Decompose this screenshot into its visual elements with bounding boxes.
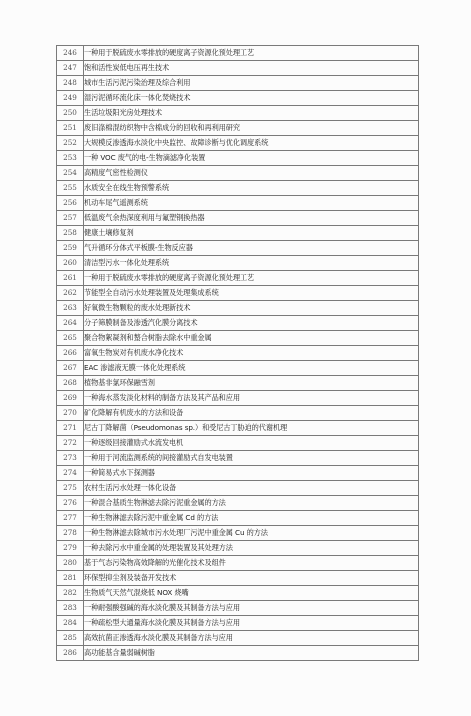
row-title: 大规模反渗透海水淡化中央监控、故障诊断与优化调度系统 [84,136,419,151]
table-row [57,556,419,571]
table-body [57,46,419,661]
row-title: 一种逐级回接灌励式水流发电机 [84,436,419,451]
table-row [57,601,419,616]
table-row [57,196,419,211]
row-number: 275 [57,481,84,496]
row-title: 聚合物絮凝剂和螯合树脂去除水中重金属 [84,331,419,346]
row-title: 矿化降解有机废水的方法和设备 [84,406,419,421]
table-row [57,571,419,586]
row-number: 280 [57,556,84,571]
row-title: 一种简易式水下探测器 [84,466,419,481]
row-number: 247 [57,61,84,76]
row-number: 278 [57,526,84,541]
row-title: 一种用于脱硫废水零排放的硬度离子资源化预处理工艺 [84,46,419,61]
table-row [57,631,419,646]
table-row [57,286,419,301]
row-title: 好氧微生物颗粒的废水处理新技术 [84,301,419,316]
row-number: 261 [57,271,84,286]
row-number: 264 [57,316,84,331]
row-number: 277 [57,511,84,526]
table-row [57,271,419,286]
row-title: 分子筛膜制备及渗透汽化膜分离技术 [84,316,419,331]
row-number: 263 [57,301,84,316]
row-number: 276 [57,496,84,511]
row-number: 266 [57,346,84,361]
table-row [57,346,419,361]
table-row [57,466,419,481]
row-number: 254 [57,166,84,181]
row-title: 农村生活污水处理一体化设备 [84,481,419,496]
row-number: 268 [57,376,84,391]
row-title: 高效抗菌正渗透海水淡化膜及其制备方法与应用 [84,631,419,646]
row-title: 低温废气余热深度利用与氟塑钢换热器 [84,211,419,226]
row-title: 一种混合基质生物淋滤去除污泥重金属的方法 [84,496,419,511]
row-number: 271 [57,421,84,436]
table-row [57,376,419,391]
table-row [57,181,419,196]
row-number: 283 [57,601,84,616]
row-number: 270 [57,406,84,421]
table-row [57,616,419,631]
row-number: 260 [57,256,84,271]
row-number: 265 [57,331,84,346]
row-title: 清洁型污水一体化处理系统 [84,256,419,271]
table-row [57,121,419,136]
row-number: 246 [57,46,84,61]
table-row [57,391,419,406]
row-title: 饱和活性炭低电压再生技术 [84,61,419,76]
row-number: 281 [57,571,84,586]
row-title: 机动车尾气遥测系统 [84,196,419,211]
table-row [57,331,419,346]
row-title: 一种用于河流监测系统的间接灌励式自发电装置 [84,451,419,466]
row-number: 249 [57,91,84,106]
row-title: 尼古丁降解菌（Pseudomonas sp.）和受尼古丁胁迫的代谢机理 [84,421,419,436]
row-title: 高精度气密性检测仪 [84,166,419,181]
row-number: 269 [57,391,84,406]
row-title: 健康土壤修复剂 [84,226,419,241]
row-number: 284 [57,616,84,631]
table-row [57,106,419,121]
row-number: 273 [57,451,84,466]
row-number: 286 [57,646,84,661]
row-number: 259 [57,241,84,256]
row-title: 一种去除污水中重金属的处理装置及其处理方法 [84,541,419,556]
row-number: 267 [57,361,84,376]
table-row [57,361,419,376]
table-row [57,256,419,271]
row-title: 植物基非氯环保融雪剂 [84,376,419,391]
row-title: 一种用于脱硫废水零排放的硬度离子资源化预处理工艺 [84,271,419,286]
row-title: 一种海水蒸发淡化材料的制备方法及其产品和应用 [84,391,419,406]
row-number: 279 [57,541,84,556]
table-row [57,511,419,526]
row-title: 一种 VOC 废气的电-生物滴滤净化装置 [84,151,419,166]
table-row [57,496,419,511]
table-row [57,316,419,331]
table-row [57,61,419,76]
row-title: 水质安全在线生物预警系统 [84,181,419,196]
table-row [57,451,419,466]
row-number: 262 [57,286,84,301]
row-title: 环保型抑尘剂及装备开发技术 [84,571,419,586]
table-row [57,421,419,436]
table-row [57,586,419,601]
table-row [57,226,419,241]
table-row [57,646,419,661]
table-row [57,151,419,166]
table-row [57,76,419,91]
row-title: 湿污泥循环流化床一体化焚烧技术 [84,91,419,106]
technology-list-table [56,45,419,661]
row-title: 基于气态污染物高效降解的光催化技术及组件 [84,556,419,571]
row-number: 282 [57,586,84,601]
table-row [57,211,419,226]
row-title: 生物质气天然气混烧低 NOX 烧嘴 [84,586,419,601]
table-row [57,166,419,181]
row-number: 255 [57,181,84,196]
row-number: 272 [57,436,84,451]
row-number: 248 [57,76,84,91]
table-row [57,526,419,541]
row-number: 250 [57,106,84,121]
table-row [57,301,419,316]
row-title: EAC 渗滤液无膜一体化处理系统 [84,361,419,376]
row-title: 一种生物淋滤去除城市污水处理厂污泥中重金属 Cu 的方法 [84,526,419,541]
row-title: 城市生活污泥污染治理及综合利用 [84,76,419,91]
table-row [57,91,419,106]
table-row [57,481,419,496]
row-title: 节能型全自动污水处理装置及处理集成系统 [84,286,419,301]
row-title: 废旧涤棉混纺织物中含棉成分的回收和再利用研究 [84,121,419,136]
row-title: 生活垃圾阳光房处理技术 [84,106,419,121]
row-title: 富氧生物炭对有机废水净化技术 [84,346,419,361]
row-title: 一种疏松型大通量海水淡化膜及其制备方法与应用 [84,616,419,631]
row-number: 251 [57,121,84,136]
row-number: 256 [57,196,84,211]
table-row [57,241,419,256]
table-row [57,436,419,451]
row-number: 274 [57,466,84,481]
row-number: 252 [57,136,84,151]
row-title: 一种生物淋滤去除污泥中重金属 Cd 的方法 [84,511,419,526]
row-title: 高功能基含量弱碱树脂 [84,646,419,661]
table-row [57,46,419,61]
table-row [57,136,419,151]
row-number: 253 [57,151,84,166]
row-number: 285 [57,631,84,646]
row-title: 气升循环分体式平板膜-生物反应器 [84,241,419,256]
row-number: 257 [57,211,84,226]
row-title: 一种耐强酸强碱的海水淡化膜及其制备方法与应用 [84,601,419,616]
row-number: 258 [57,226,84,241]
table-row [57,541,419,556]
table-row [57,406,419,421]
